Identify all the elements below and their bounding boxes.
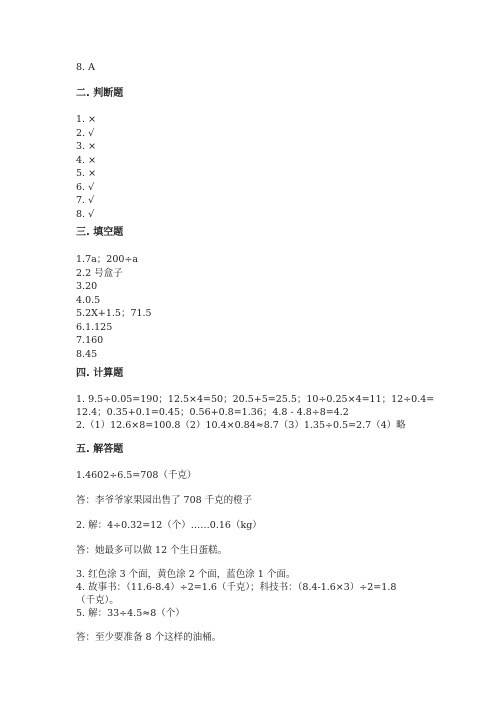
judgement-item-8: 8. √ (76, 208, 95, 220)
solution-line-8: 5. 解：33÷4.5≈8（个） (76, 608, 185, 619)
fill-blank-item-2: 2.2 号盒子 (76, 267, 123, 279)
solution-line-2: 答：李爷爷家果园出售了 708 千克的橙子 (76, 495, 253, 506)
fill-blank-item-4: 4.0.5 (76, 294, 101, 306)
section-heading-fill-blank: 三. 填空题 (76, 227, 124, 238)
fill-blank-item-5: 5.2X+1.5；71.5 (76, 308, 152, 319)
calculation-line-3: 2.（1）12.6×8=100.8（2）10.4×0.84≈8.7（3）1.35÷0.5=2.7（4）略 (76, 420, 406, 431)
judgement-item-2: 2. √ (76, 127, 95, 139)
solution-line-1: 1.4602÷6.5=708（千克） (76, 470, 197, 481)
solution-line-3: 2. 解：4÷0.32=12（个）……0.16（kg） (76, 520, 262, 531)
fill-blank-item-3: 3.20 (76, 281, 98, 292)
judgement-item-6: 6. √ (76, 181, 95, 193)
solution-line-7: （千克）。 (76, 595, 119, 606)
judgement-item-7: 7. √ (76, 195, 95, 206)
section-heading-judgement: 二. 判断题 (76, 88, 124, 99)
section-heading-calculation: 四. 计算题 (76, 368, 124, 379)
judgement-item-1: 1. × (76, 114, 97, 125)
judgement-item-4: 4. × (76, 154, 97, 166)
fill-blank-item-1: 1.7a；200÷a (76, 254, 139, 265)
answer-8: 8. A (76, 62, 95, 73)
fill-blank-item-7: 7.160 (76, 335, 104, 346)
solution-line-6: 4. 故事书：（11.6-8.4）÷2=1.6（千克）；科技书：（8.4-1.6×3）÷2=1.8 (76, 582, 397, 593)
fill-blank-item-8: 8.45 (76, 348, 98, 360)
section-heading-word-problems: 五. 解答题 (76, 444, 124, 455)
judgement-item-3: 3. × (76, 141, 97, 152)
solution-line-9: 答：至少要准备 8 个这样的油桶。 (76, 632, 222, 643)
fill-blank-item-6: 6.1.125 (76, 321, 113, 333)
calculation-line-1: 1. 9.5÷0.05=190；12.5×4=50；20.5+5=25.5；10÷0.25×4=11；12÷0.4= (76, 394, 435, 405)
solution-line-4: 答：她最多可以做 12 个生日蛋糕。 (76, 545, 228, 556)
judgement-item-5: 5. × (76, 168, 97, 179)
calculation-line-2: 12.4；0.35+0.1=0.45；0.56+0.8=1.36；4.8 - 4.8÷8=4.2 (76, 407, 349, 418)
solution-line-5: 3. 红色涂 3 个面，黄色涂 2 个面，蓝色涂 1 个面。 (76, 569, 296, 580)
